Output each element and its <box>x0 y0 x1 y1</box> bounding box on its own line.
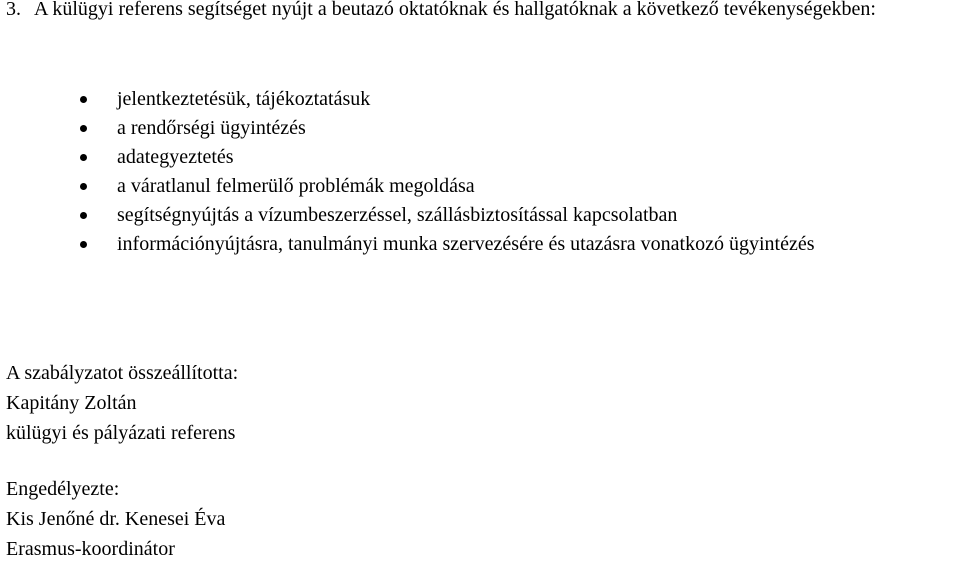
list-item <box>0 172 930 201</box>
bullet-icon <box>80 212 87 219</box>
intro-paragraph <box>6 0 958 24</box>
intro-text: A külügyi referens segítséget nyújt a beutazó oktatóknak és hallgatóknak a következő tevékenységekben: <box>34 0 876 20</box>
list-item-text: jelentkeztetésük, tájékoztatásuk <box>117 88 371 110</box>
list-item-text: információnyújtásra, tanulmányi munka szervezésére és utazásra vonatkozó ügyintézés <box>117 233 815 255</box>
approved-by-block <box>6 474 225 564</box>
compiler-name: Kapitány Zoltán <box>6 392 137 414</box>
list-item-text: adategyeztetés <box>117 146 234 168</box>
bullet-icon <box>80 154 87 161</box>
approved-by-label: Engedélyezte: <box>6 478 120 500</box>
approver-role: Erasmus-koordinátor <box>6 538 175 560</box>
list-item <box>0 230 930 259</box>
compiled-by-label: A szabályzatot összeállította: <box>6 362 239 384</box>
list-item <box>0 85 930 114</box>
list-item-text: a rendőrségi ügyintézés <box>117 117 306 139</box>
bullet-icon <box>80 183 87 190</box>
list-item <box>0 143 930 172</box>
bullet-icon <box>80 96 87 103</box>
list-item <box>0 201 930 230</box>
list-item-text: a váratlanul felmerülő problémák megoldása <box>117 175 475 197</box>
list-item-text: segítségnyújtás a vízumbeszerzéssel, szállásbiztosítással kapcsolatban <box>117 204 678 226</box>
item-number: 3. <box>6 0 21 20</box>
approver-name: Kis Jenőné dr. Kenesei Éva <box>6 508 226 530</box>
activity-list <box>0 85 930 259</box>
bullet-icon <box>80 125 87 132</box>
compiled-by-block <box>6 358 238 448</box>
bullet-icon <box>80 241 87 248</box>
compiler-role: külügyi és pályázati referens <box>6 422 236 444</box>
list-item <box>0 114 930 143</box>
